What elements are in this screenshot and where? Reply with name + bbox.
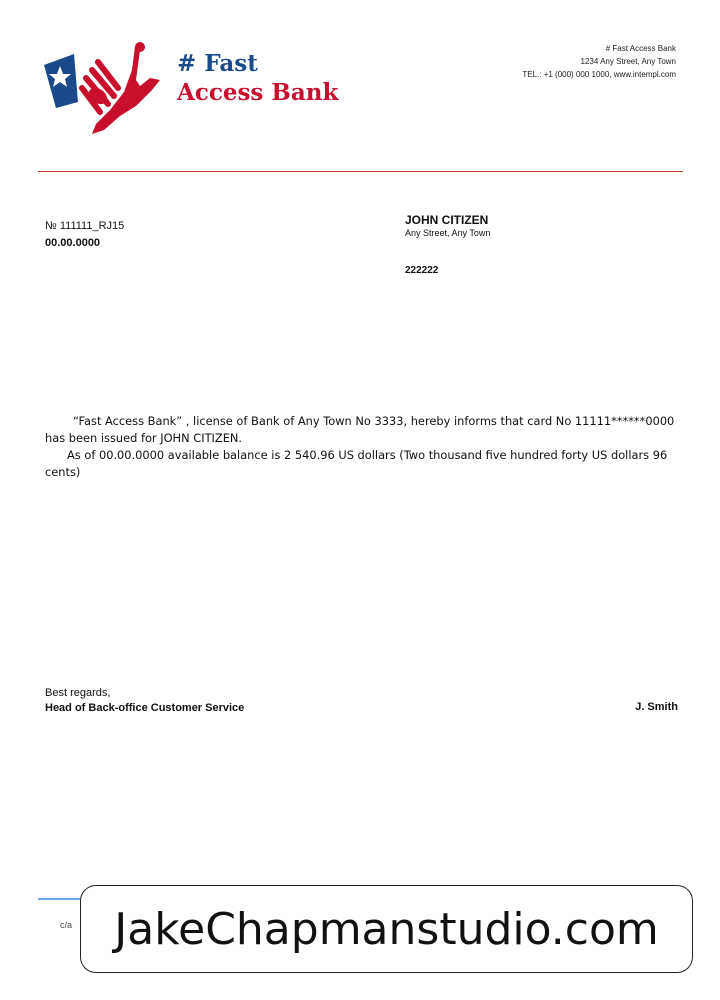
- reference-date: 00.00.0000: [45, 237, 101, 249]
- header-divider: [38, 171, 683, 172]
- reference-number: № 111111_RJ15: [45, 220, 125, 232]
- closing-block: [45, 686, 244, 716]
- body-paragraph-1: “Fast Access Bank” , license of Bank of Any Town No 3333, hereby informs that card No 11111******0000 has been issued for JOHN CITIZEN.: [45, 414, 675, 445]
- address-line-name: # Fast Access Bank: [605, 44, 676, 53]
- recipient-zip: 222222: [405, 265, 439, 276]
- bank-logo-icon: [40, 40, 165, 140]
- address-line-street: 1234 Any Street, Any Town: [580, 57, 676, 66]
- body-paragraph-2: As of 00.00.0000 available balance is 2 540.96 US dollars (Two thousand five hundred forty US dollars 96 cents): [45, 448, 668, 479]
- address-line-contact: TEL.: +1 (000) 000 1000, www.intempl.com: [522, 70, 676, 79]
- watermark-text: JakeChapmanstudio.com: [114, 903, 659, 955]
- closing-title: Head of Back-office Customer Service: [45, 702, 245, 714]
- bank-address-block: [522, 42, 676, 81]
- letter-body: [45, 413, 685, 481]
- closing-regards: Best regards,: [45, 687, 111, 699]
- recipient-name: JOHN CITIZEN: [405, 213, 489, 227]
- watermark-banner: [80, 885, 693, 973]
- recipient-block: [405, 214, 490, 240]
- signer-name: J. Smith: [635, 701, 678, 713]
- footer-note: c/a: [60, 920, 73, 930]
- reference-block: [45, 218, 124, 252]
- recipient-street: Any Street, Any Town: [405, 228, 491, 238]
- bank-name-line1: # Fast: [177, 50, 258, 77]
- bank-name-line2: Access Bank: [177, 79, 339, 106]
